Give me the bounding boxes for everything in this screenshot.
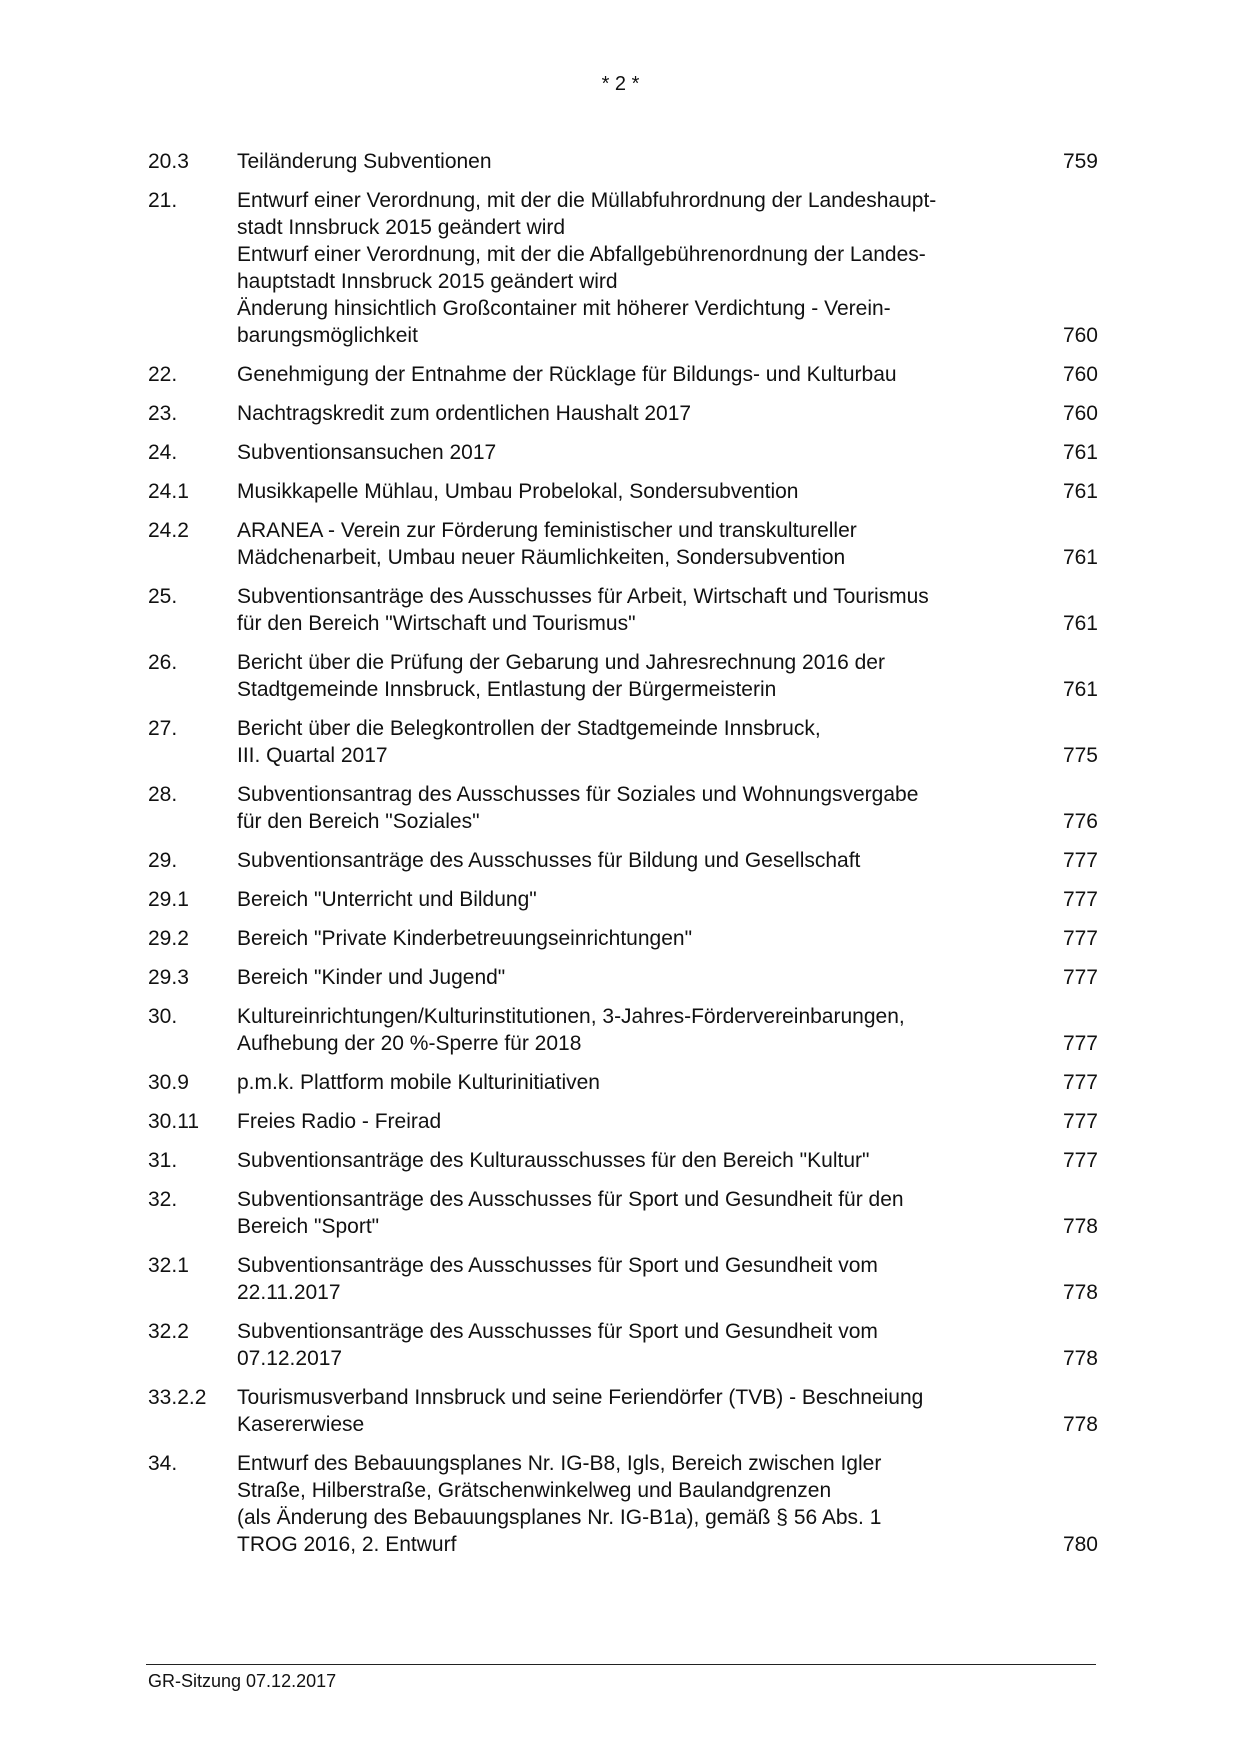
toc-entry (148, 400, 1098, 427)
toc-entry-page: 780 (1062, 1533, 1098, 1556)
toc-entry-number: 23. (148, 402, 178, 425)
toc-entry-title-line: für den Bereich "Soziales" (237, 810, 480, 833)
toc-entry-page: 777 (1062, 927, 1098, 950)
toc-entry-page: 761 (1062, 612, 1098, 635)
toc-entry-title-line: Stadtgemeinde Innsbruck, Entlastung der Bürgermeisterin (237, 678, 777, 701)
toc-entry-number: 28. (148, 783, 178, 806)
toc-entry-title-line: Freies Radio - Freirad (237, 1110, 442, 1133)
toc-entry-title-line: ARANEA - Verein zur Förderung feministischer und transkultureller (237, 519, 857, 542)
toc-entry-title (237, 925, 1038, 952)
table-of-contents (148, 148, 1098, 1570)
toc-entry-number: 24.1 (148, 480, 189, 503)
toc-entry (148, 148, 1098, 175)
toc-entry (148, 781, 1098, 835)
toc-entry-number: 34. (148, 1452, 178, 1475)
toc-entry-title-line: hauptstadt Innsbruck 2015 geändert wird (237, 270, 618, 293)
toc-entry-title-line: Änderung hinsichtlich Großcontainer mit höherer Verdichtung - Verein- (237, 297, 891, 320)
toc-entry-title-line: Subventionsanträge des Ausschusses für Sport und Gesundheit für den (237, 1188, 904, 1211)
toc-entry-title (237, 583, 1038, 637)
toc-entry (148, 439, 1098, 466)
toc-entry-number: 32.2 (148, 1320, 189, 1343)
toc-entry-title-line: p.m.k. Plattform mobile Kulturinitiativen (237, 1071, 600, 1094)
toc-entry (148, 1108, 1098, 1135)
toc-entry-page: 777 (1062, 1149, 1098, 1172)
toc-entry-number: 20.3 (148, 150, 189, 173)
toc-entry-title-line: Entwurf des Bebauungsplanes Nr. IG-B8, Igls, Bereich zwischen Igler (237, 1452, 882, 1475)
toc-entry (148, 1186, 1098, 1240)
toc-entry (148, 715, 1098, 769)
toc-entry (148, 361, 1098, 388)
toc-entry-title-line: Subventionsanträge des Kulturausschusses für den Bereich "Kultur" (237, 1149, 870, 1172)
toc-entry-number: 29.1 (148, 888, 189, 911)
page-number: * 2 * (601, 73, 640, 95)
toc-entry-number: 31. (148, 1149, 178, 1172)
toc-entry-page: 761 (1062, 678, 1098, 701)
toc-entry-title-line: Kultureinrichtungen/Kulturinstitutionen, 3-Jahres-Fördervereinbarungen, (237, 1005, 905, 1028)
toc-entry-title (237, 1147, 1038, 1174)
toc-entry-title-line: Subventionsanträge des Ausschusses für Sport und Gesundheit vom (237, 1254, 878, 1277)
toc-entry (148, 847, 1098, 874)
toc-entry-number: 32.1 (148, 1254, 189, 1277)
toc-entry-title (237, 187, 1038, 349)
toc-entry-title-line: Teiländerung Subventionen (237, 150, 492, 173)
toc-entry-number: 29. (148, 849, 178, 872)
toc-entry-number: 24. (148, 441, 178, 464)
toc-entry-page: 777 (1062, 1071, 1098, 1094)
toc-entry-title-line: Entwurf einer Verordnung, mit der die Abfallgebührenordnung der Landes- (237, 243, 926, 266)
toc-entry-title-line: Bereich "Kinder und Jugend" (237, 966, 506, 989)
toc-entry-page: 777 (1062, 966, 1098, 989)
toc-entry-page: 778 (1062, 1347, 1098, 1370)
toc-entry-title (237, 517, 1038, 571)
toc-entry-title-line: Tourismusverband Innsbruck und seine Feriendörfer (TVB) - Beschneiung (237, 1386, 924, 1409)
toc-entry (148, 1003, 1098, 1057)
toc-entry (148, 583, 1098, 637)
toc-entry-title (237, 478, 1038, 505)
footer-session-date: GR-Sitzung 07.12.2017 (148, 1671, 337, 1691)
toc-entry (148, 1318, 1098, 1372)
toc-entry (148, 1384, 1098, 1438)
toc-entry-page: 759 (1062, 150, 1098, 173)
toc-entry-title (237, 361, 1038, 388)
toc-entry-title (237, 1318, 1038, 1372)
toc-entry-page: 775 (1062, 744, 1098, 767)
toc-entry-page: 778 (1062, 1413, 1098, 1436)
toc-entry-title-line: Bereich "Unterricht und Bildung" (237, 888, 537, 911)
toc-entry-number: 30.11 (148, 1110, 199, 1133)
toc-entry-title (237, 781, 1038, 835)
toc-entry-number: 21. (148, 189, 178, 212)
toc-entry-title-line: barungsmöglichkeit (237, 324, 418, 347)
toc-entry-number: 26. (148, 651, 178, 674)
toc-entry-title-line: Subventionsanträge des Ausschusses für Arbeit, Wirtschaft und Tourismus (237, 585, 929, 608)
toc-entry-title (237, 964, 1038, 991)
toc-entry-number: 29.3 (148, 966, 189, 989)
toc-entry-title-line: (als Änderung des Bebauungsplanes Nr. IG-B1a), gemäß § 56 Abs. 1 (237, 1506, 882, 1529)
toc-entry-number: 33.2.2 (148, 1386, 207, 1409)
toc-entry-number: 30. (148, 1005, 178, 1028)
toc-entry-page: 777 (1062, 888, 1098, 911)
toc-entry-page: 761 (1062, 480, 1098, 503)
toc-entry-title (237, 400, 1038, 427)
toc-entry-title (237, 439, 1038, 466)
toc-entry-number: 24.2 (148, 519, 189, 542)
toc-entry-title-line: 07.12.2017 (237, 1347, 343, 1370)
toc-entry-title (237, 847, 1038, 874)
toc-entry (148, 187, 1098, 349)
toc-entry-title (237, 1252, 1038, 1306)
toc-entry (148, 517, 1098, 571)
toc-entry (148, 964, 1098, 991)
toc-entry-page: 760 (1062, 324, 1098, 347)
toc-entry-title-line: Bericht über die Prüfung der Gebarung und Jahresrechnung 2016 der (237, 651, 885, 674)
toc-entry (148, 886, 1098, 913)
toc-entry-number: 29.2 (148, 927, 189, 950)
toc-entry-title (237, 1186, 1038, 1240)
toc-entry-page: 776 (1062, 810, 1098, 833)
toc-entry-number: 25. (148, 585, 178, 608)
toc-entry-title-line: Subventionsantrag des Ausschusses für Soziales und Wohnungsvergabe (237, 783, 919, 806)
toc-entry-title-line: Kasererwiese (237, 1413, 365, 1436)
toc-entry-title (237, 1450, 1038, 1558)
toc-entry-number: 32. (148, 1188, 178, 1211)
toc-entry-title-line: Aufhebung der 20 %-Sperre für 2018 (237, 1032, 582, 1055)
toc-entry-page: 777 (1062, 1110, 1098, 1133)
toc-entry-title (237, 715, 1038, 769)
toc-entry-title (237, 1069, 1038, 1096)
toc-entry-title-line: Musikkapelle Mühlau, Umbau Probelokal, Sondersubvention (237, 480, 799, 503)
toc-entry-title-line: 22.11.2017 (237, 1281, 341, 1304)
toc-entry (148, 478, 1098, 505)
toc-entry-title-line: TROG 2016, 2. Entwurf (237, 1533, 457, 1556)
toc-entry-page: 761 (1062, 546, 1098, 569)
toc-entry-title (237, 1003, 1038, 1057)
toc-entry-title-line: III. Quartal 2017 (237, 744, 388, 767)
toc-entry-page: 778 (1062, 1215, 1098, 1238)
toc-entry-title-line: Bereich "Sport" (237, 1215, 380, 1238)
toc-entry (148, 1069, 1098, 1096)
toc-entry-number: 22. (148, 363, 178, 386)
toc-entry (148, 1147, 1098, 1174)
toc-entry-title-line: für den Bereich "Wirtschaft und Tourismus" (237, 612, 636, 635)
toc-entry-title-line: Subventionsansuchen 2017 (237, 441, 497, 464)
toc-entry (148, 1252, 1098, 1306)
toc-entry-title-line: Subventionsanträge des Ausschusses für Sport und Gesundheit vom (237, 1320, 878, 1343)
toc-entry (148, 925, 1098, 952)
toc-entry-title-line: Nachtragskredit zum ordentlichen Haushalt 2017 (237, 402, 692, 425)
toc-entry-page: 761 (1062, 441, 1098, 464)
toc-entry (148, 649, 1098, 703)
toc-entry-title (237, 1384, 1038, 1438)
toc-entry-title (237, 886, 1038, 913)
toc-entry-page: 778 (1062, 1281, 1098, 1304)
toc-entry-title-line: Straße, Hilberstraße, Grätschenwinkelweg und Baulandgrenzen (237, 1479, 832, 1502)
toc-entry-title-line: Bereich "Private Kinderbetreuungseinrichtungen" (237, 927, 693, 950)
toc-entry-number: 30.9 (148, 1071, 189, 1094)
toc-entry-title-line: Entwurf einer Verordnung, mit der die Müllabfuhrordnung der Landeshaupt- (237, 189, 937, 212)
toc-entry-title-line: stadt Innsbruck 2015 geändert wird (237, 216, 566, 239)
footer-divider (146, 1664, 1096, 1665)
toc-entry-title-line: Subventionsanträge des Ausschusses für Bildung und Gesellschaft (237, 849, 861, 872)
toc-entry-title (237, 148, 1038, 175)
toc-entry-page: 760 (1062, 402, 1098, 425)
toc-entry-page: 777 (1062, 1032, 1098, 1055)
toc-entry-number: 27. (148, 717, 178, 740)
toc-entry-page: 760 (1062, 363, 1098, 386)
toc-entry-title-line: Genehmigung der Entnahme der Rücklage für Bildungs- und Kulturbau (237, 363, 897, 386)
toc-entry-title-line: Bericht über die Belegkontrollen der Stadtgemeinde Innsbruck, (237, 717, 821, 740)
toc-entry-page: 777 (1062, 849, 1098, 872)
toc-entry-title (237, 1108, 1038, 1135)
toc-entry-title (237, 649, 1038, 703)
toc-entry-title-line: Mädchenarbeit, Umbau neuer Räumlichkeiten, Sondersubvention (237, 546, 846, 569)
toc-entry (148, 1450, 1098, 1558)
